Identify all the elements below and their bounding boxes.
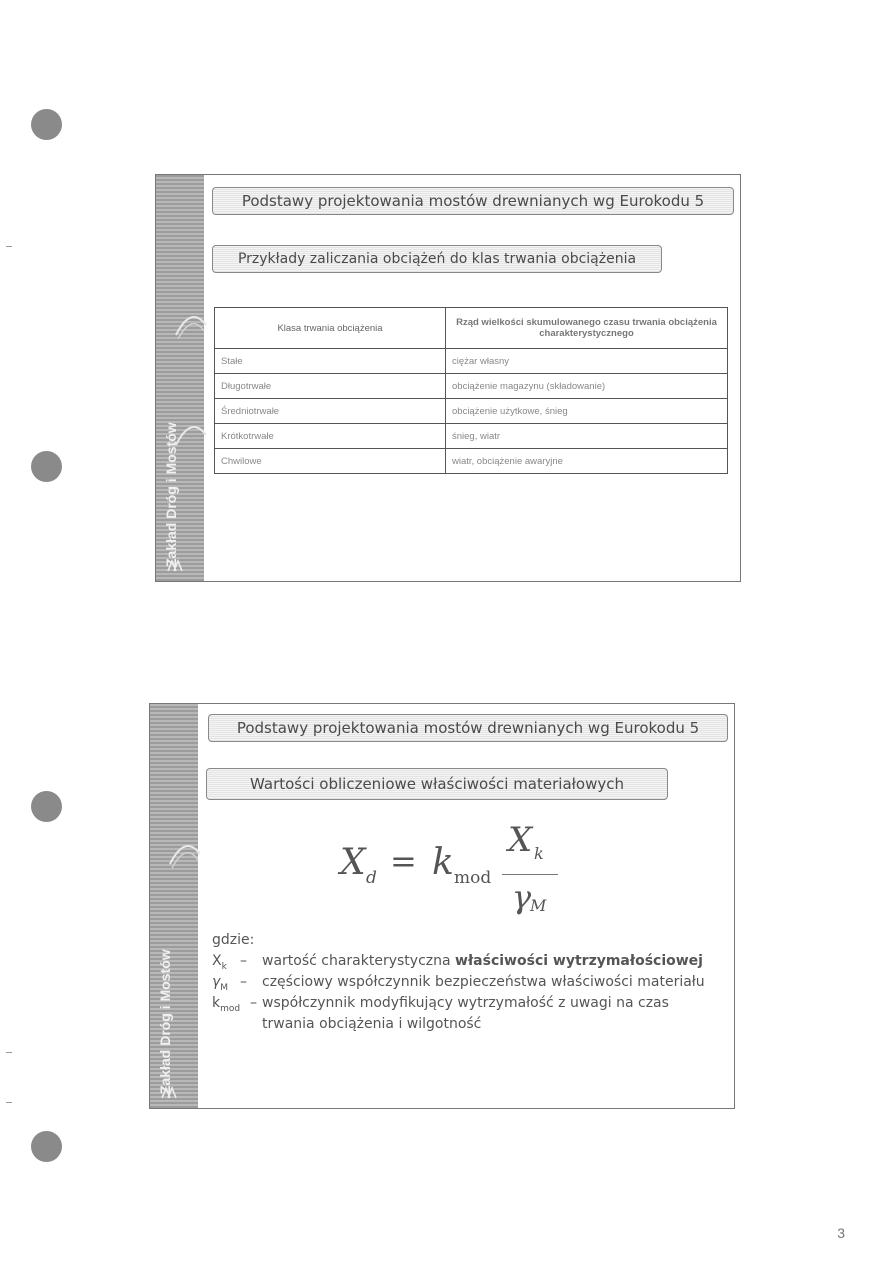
legend-item [212,972,722,993]
table-cell: Średniotrwałe [215,399,446,424]
binder-hole [31,451,62,482]
margin-mark [6,246,12,247]
slide-title: Podstawy projektowania mostów drewnianych wg Eurokodu 5 [208,714,728,742]
table-header: Rząd wielkości skumulowanego czasu trwania obciążenia charakterystycznego [446,308,728,349]
legend-symbol: $\gamma_M$ [212,974,229,993]
slide-subtitle: Przykłady zaliczania obciążeń do klas trwania obciążenia [212,245,662,273]
table-row [215,374,728,399]
university-logo-icon [160,1086,182,1100]
margin-mark [6,1052,12,1053]
formula-denominator: γ [512,878,532,916]
formula-k: k [432,842,454,883]
table-cell: ciężar własny [446,349,728,374]
table-cell: wiatr, obciążenie awaryjne [446,449,728,474]
table-row [215,449,728,474]
design-value-formula [340,820,580,924]
slide-2 [149,703,735,1109]
table-cell: Krótkotrwałe [215,424,446,449]
formula-lhs: X [340,842,366,883]
formula-lhs-sub: d [366,868,377,888]
binder-hole [31,1131,62,1162]
table-row [215,424,728,449]
formula-denominator-sub: M [530,896,547,915]
university-logo-icon [166,559,188,573]
page-number: 3 [837,1225,845,1241]
slide-sidebar [156,175,204,581]
bridge-arc-icon [168,834,202,874]
table-cell: Chwilowe [215,449,446,474]
bridge-arc-icon [174,305,208,345]
margin-mark [6,1102,12,1103]
slide-subtitle: Wartości obliczeniowe właściwości materiałowych [206,768,668,800]
table-cell: obciążenie magazynu (składowanie) [446,374,728,399]
formula-numerator: X [508,820,533,860]
formula-k-sub: mod [454,868,492,888]
load-duration-table [214,307,728,474]
table-row [215,399,728,424]
legend-text: częściowy współczynnik bezpieczeństwa właściwości materiału [262,974,705,990]
legend-intro: gdzie: [212,932,255,948]
legend-text: wartość charakterystyczna [262,953,456,969]
slide-1 [155,174,741,582]
binder-hole [31,109,62,140]
table-cell: Stałe [215,349,446,374]
binder-hole [31,791,62,822]
legend-dash: – [240,974,247,990]
legend-symbol: $X_k$ [212,953,227,972]
bridge-arc-icon [174,415,208,455]
sidebar-label: Zakład Dróg i Mostów [157,949,173,1094]
slide-title: Podstawy projektowania mostów drewnianych wg Eurokodu 5 [212,187,734,215]
table-header-row [215,308,728,349]
table-cell: obciążenie użytkowe, śnieg [446,399,728,424]
slide-sidebar [150,704,198,1108]
table-cell: śnieg, wiatr [446,424,728,449]
sidebar-label: Zakład Dróg i Mostów [163,422,179,567]
table-row [215,349,728,374]
formula-numerator-sub: k [534,844,544,863]
legend-text: współczynnik modyfikujący wytrzymałość z uwagi na czas trwania obciążenia i wilgotność [262,995,669,1032]
table-header: Klasa trwania obciążenia [215,308,446,349]
legend-dash: – [240,953,247,969]
fraction-bar [502,874,558,875]
formula-legend [212,930,722,1035]
formula-equals: = [390,842,417,880]
legend-symbol: $k_{mod}$ [212,995,241,1014]
legend-item [212,951,722,972]
legend-dash: – [250,995,257,1011]
legend-text-bold: właściwości wytrzymałościowej [455,953,703,969]
table-cell: Długotrwałe [215,374,446,399]
legend-item [212,993,722,1035]
